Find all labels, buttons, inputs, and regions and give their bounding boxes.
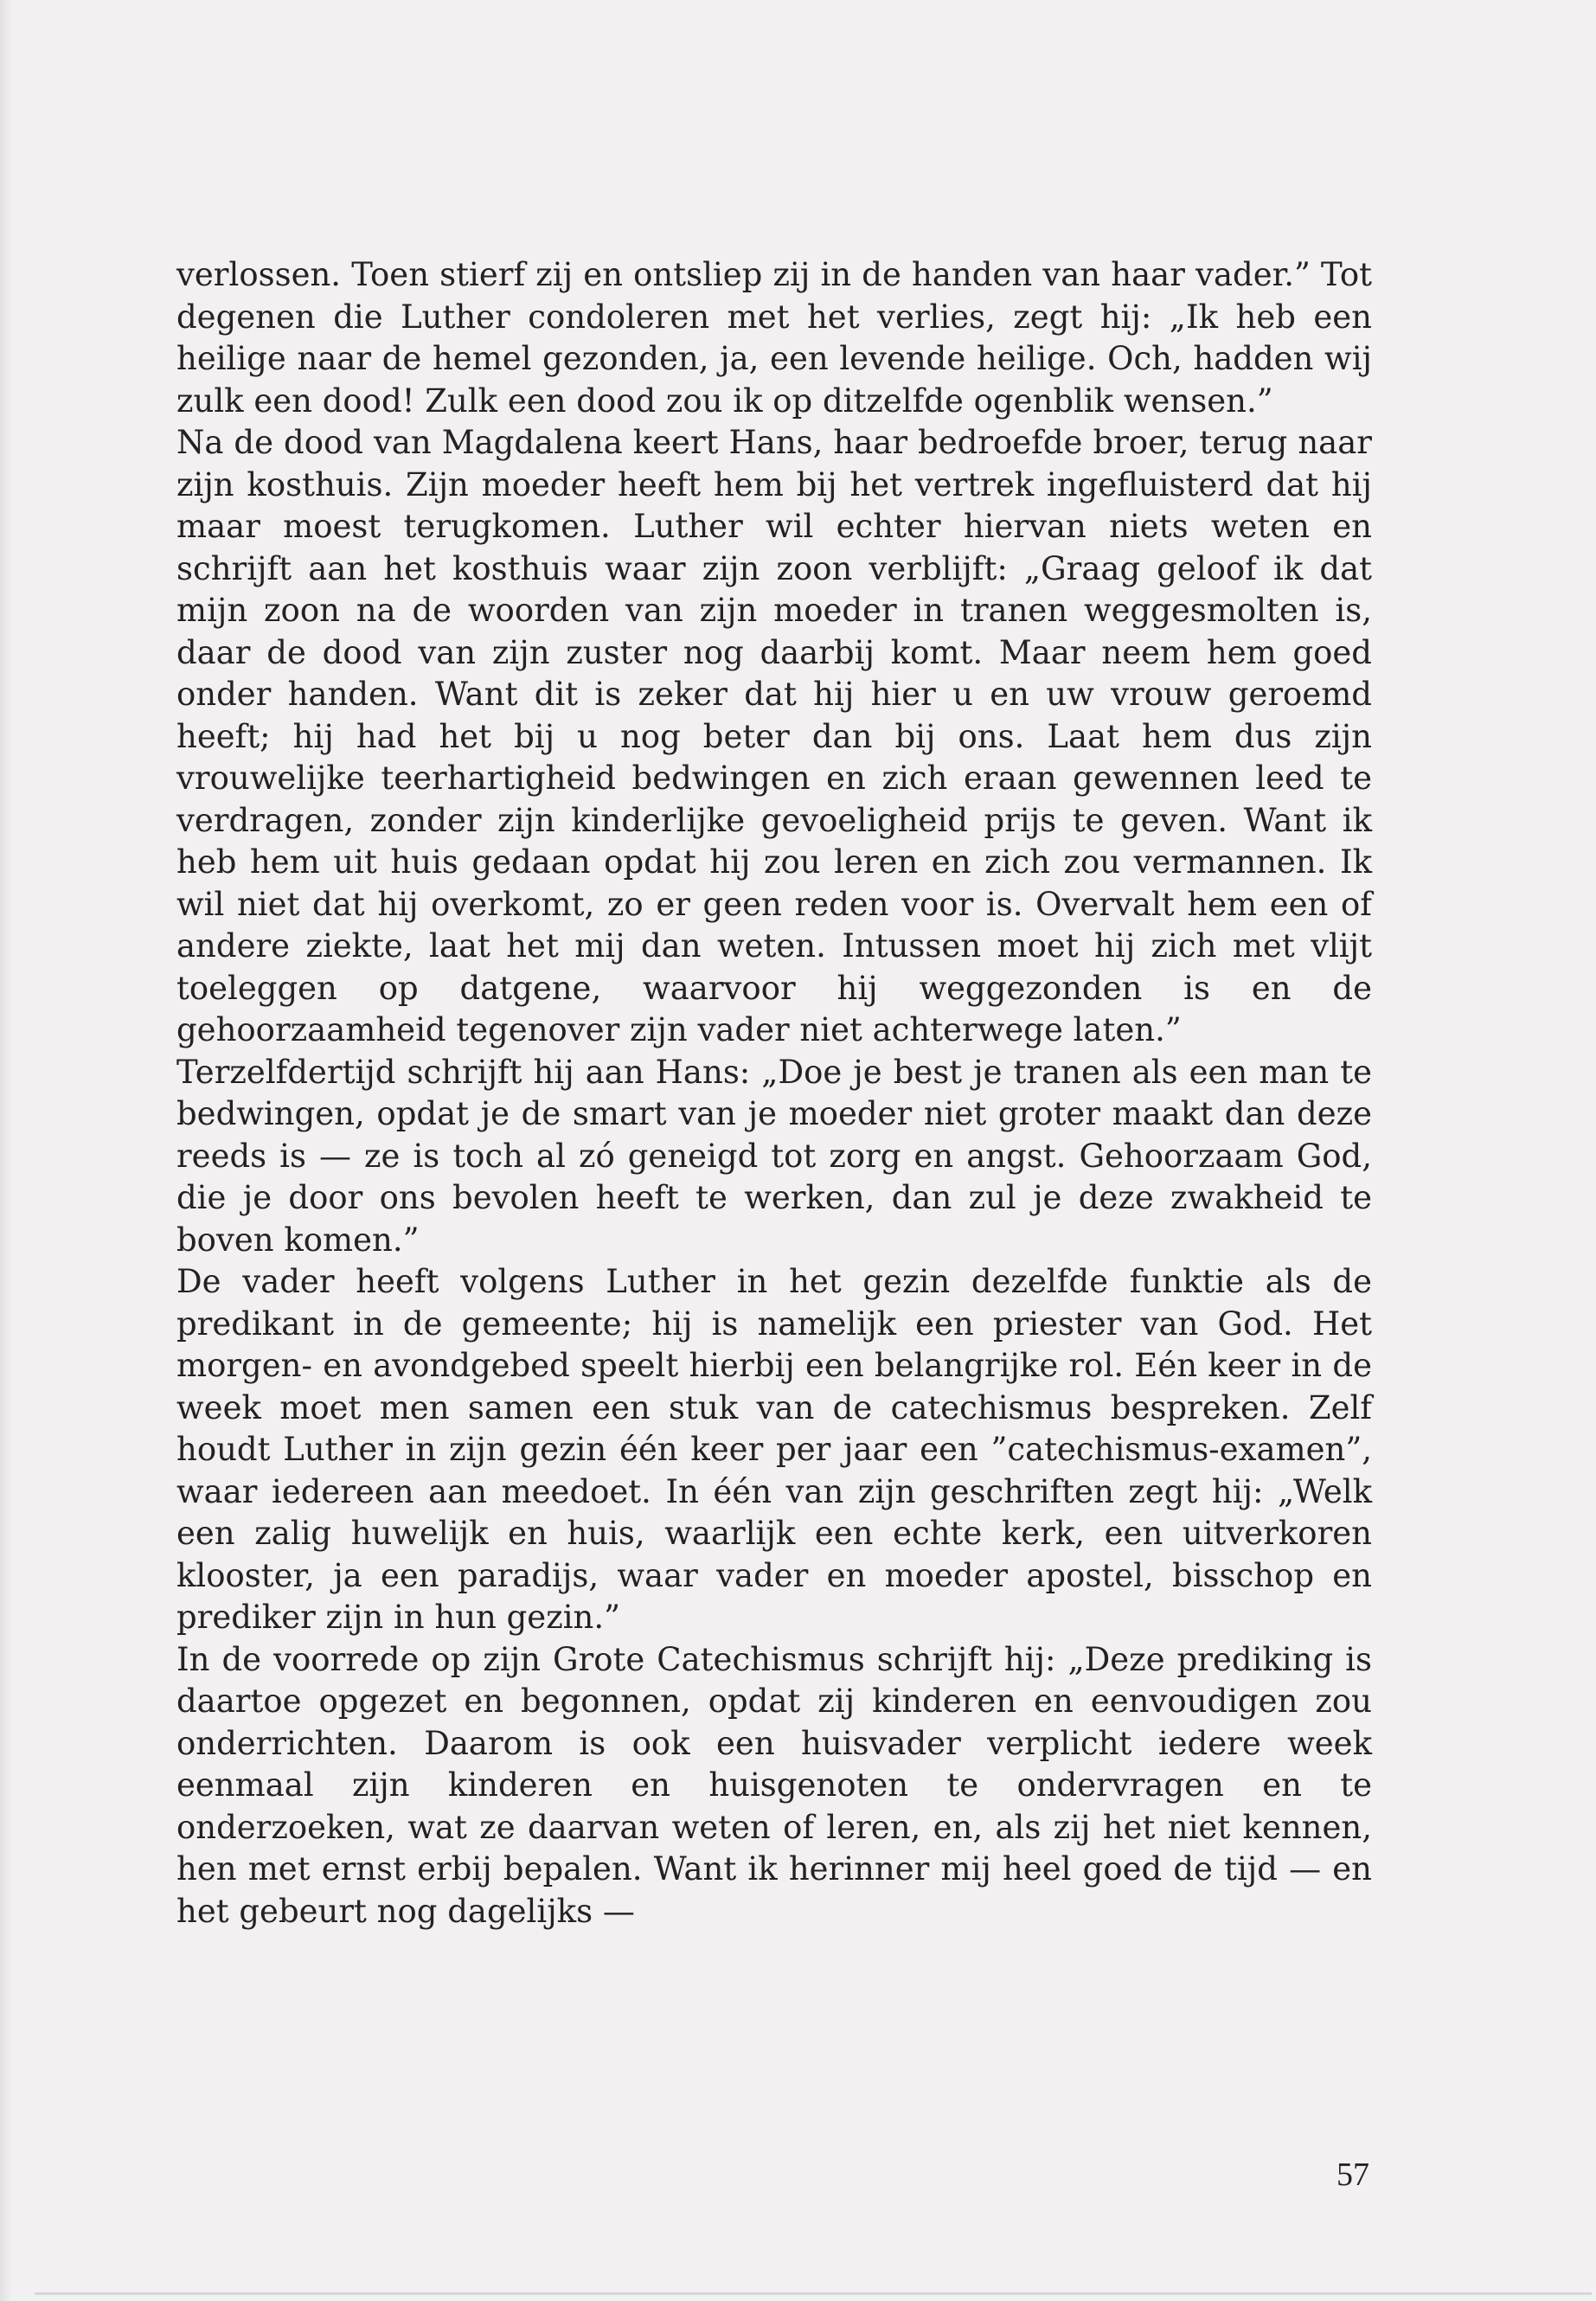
paragraph-4: De vader heeft volgens Luther in het gezin dezelfde funktie als de predikant in de gemeente; hij is namelijk een priester van God. Het morgen- en avondgebed speelt hierbij een belangrijke rol. Eén keer in de week moet men samen een stuk van de catechismus bespreken. Zelf houdt Luther in zijn gezin één keer per jaar een ”catechismus-examen”, waar iedereen aan meedoet. In één van zijn geschriften zegt hij: „Welk een zalig huwelijk en huis, waarlijk een echte kerk, een uitverkoren klooster, ja een paradijs, waar vader en moeder apostel, bisschop en prediker zijn in hun gezin.” bbox=[176, 1263, 1372, 1636]
paragraph-2: Na de dood van Magdalena keert Hans, haar bedroefde broer, terug naar zijn kosthuis. Zijn moeder heeft hem bij het vertrek ingefluisterd dat hij maar moest terugkomen. Luther wil echter hiervan niets weten en schrijft aan het kosthuis waar zijn zoon verblijft: „Graag geloof ik dat mijn zoon na de woorden van zijn moeder in tranen weggesmolten is, daar de dood van zijn zuster nog daarbij komt. Maar neem hem goed onder handen. Want dit is zeker dat hij hier u en uw vrouw geroemd heeft; hij had het bij u nog beter dan bij ons. Laat hem dus zijn vrouwelijke teerhartigheid bedwingen en zich eraan gewennen leed te verdragen, zonder zijn kinderlijke gevoeligheid prijs te geven. Want ik heb hem uit huis gedaan opdat hij zou leren en zich zou vermannen. Ik wil niet dat hij overkomt, zo er geen reden voor is. Overvalt hem een of andere ziekte, laat het mij dan weten. Intussen moet hij zich met vlijt toeleggen op datgene, waarvoor hij weggezonden is en de gehoorzaamheid tegenover zijn vader niet achterwege laten.” bbox=[176, 424, 1372, 1048]
body-text bbox=[176, 254, 1372, 1932]
page-gutter-shadow bbox=[0, 0, 12, 2301]
paragraph-1: verlossen. Toen stierf zij en ontsliep zij in de handen van haar vader.” Tot degenen die Luther condoleren met het verlies, zegt hij: „Ik heb een heilige naar de hemel gezonden, ja, een levende heilige. Och, hadden wij zulk een dood! Zulk een dood zou ik op ditzelfde ogenblik wensen.” bbox=[176, 256, 1372, 420]
paragraph-3: Terzelfdertijd schrijft hij aan Hans: „Doe je best je tranen als een man te bedwingen, opdat je de smart van je moeder niet groter maakt dan deze reeds is — ze is toch al zó geneigd tot zorg en angst. Gehoorzaam God, die je door ons bevolen heeft te werken, dan zul je deze zwakheid te boven komen.” bbox=[176, 1053, 1372, 1259]
paragraph-5: In de voorrede op zijn Grote Catechismus schrijft hij: „Deze prediking is daartoe opgezet en begonnen, opdat zij kinderen en eenvoudigen zou onderrichten. Daarom is ook een huisvader verplicht iedere week eenmaal zijn kinderen en huisgenoten te ondervragen en te onderzoeken, wat ze daarvan weten of leren, en, als zij het niet kennen, hen met ernst erbij bepalen. Want ik herinner mij heel goed de tijd — en het gebeurt nog dagelijks — bbox=[176, 1640, 1372, 1930]
bottom-edge-line bbox=[35, 2292, 1592, 2295]
page-number: 57 bbox=[1336, 2157, 1369, 2193]
